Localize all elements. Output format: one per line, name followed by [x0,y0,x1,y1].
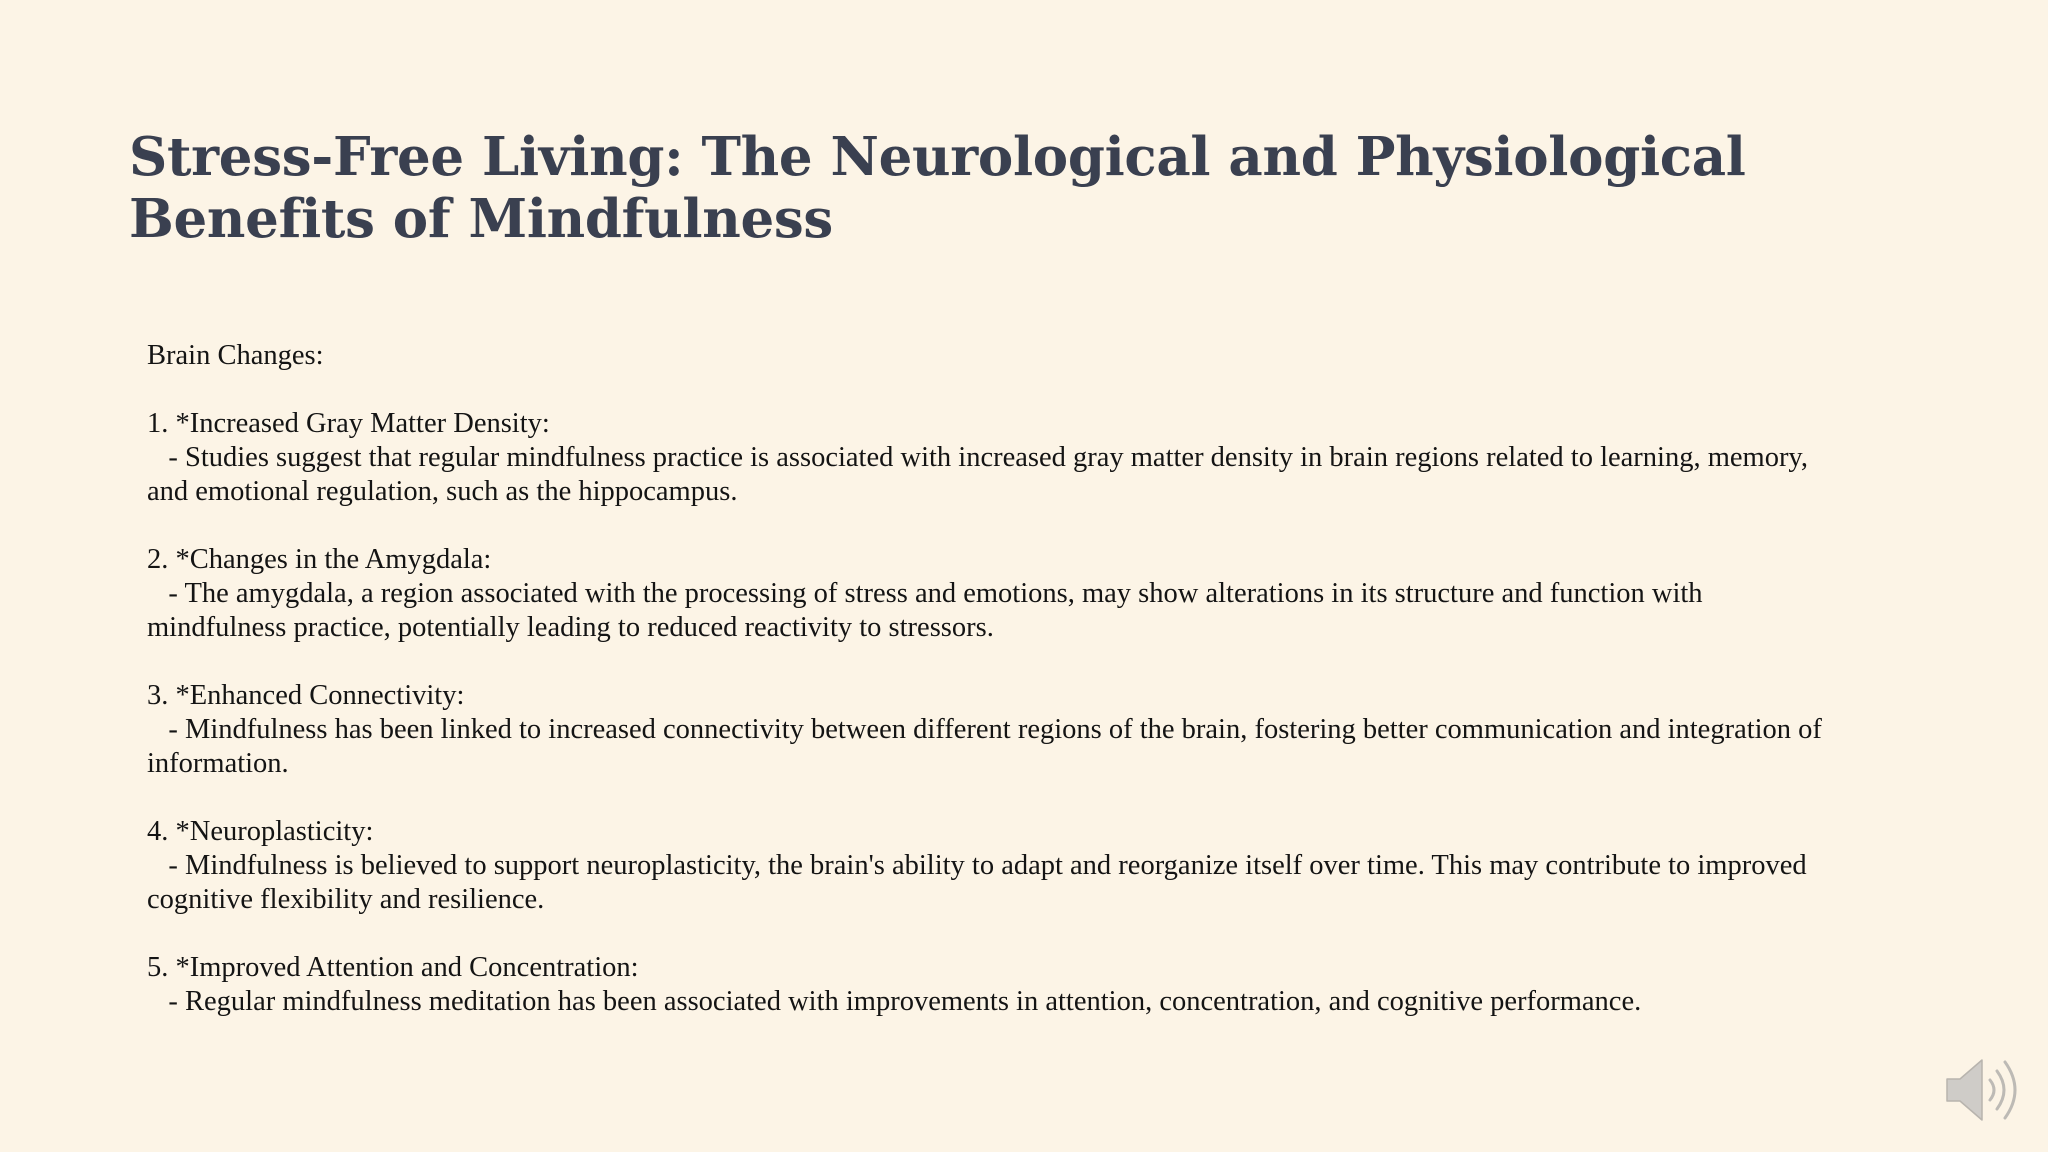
list-item-heading: 2. *Changes in the Amygdala: [147,544,492,575]
list-item-text: - Mindfulness has been linked to increased connectivity between different regions of the brain, fostering better communication and integration of information. [147,714,1830,779]
list-item-heading: 3. *Enhanced Connectivity: [147,680,465,711]
list-item-text: - Regular mindfulness meditation has been associated with improvements in attention, concentration, and cognitive performance. [147,986,1642,1017]
spacer [147,917,1827,951]
slide-body [147,339,1830,1019]
list-item-text: - Studies suggest that regular mindfulness practice is associated with increased gray matter density in brain regions related to learning, memory, and emotional regulation, such as the hippocampus. [147,442,1816,507]
spacer [147,645,1827,679]
list-item-heading: 5. *Improved Attention and Concentration: [147,952,639,983]
list-item [147,407,1827,509]
list-item [147,951,1827,1019]
spacer [147,509,1827,543]
spacer [147,373,1827,407]
list-item-heading: 1. *Increased Gray Matter Density: [147,408,550,439]
section-heading: Brain Changes: [147,340,324,371]
list-item [147,815,1827,917]
list-item-text: - The amygdala, a region associated with the processing of stress and emotions, may show alterations in its structure and function with mindfulness practice, potentially leading to reduced reactivity to stressors. [147,578,1710,643]
slide-title: Stress-Free Living: The Neurological and Physiological Benefits of Mindfulness [129,126,1746,250]
spacer [147,781,1827,815]
speaker-icon[interactable] [1945,1056,2027,1124]
list-item [147,679,1830,781]
list-item [147,543,1827,645]
list-item-text: - Mindfulness is believed to support neuroplasticity, the brain's ability to adapt and reorganize itself over time. This may contribute to improved cognitive flexibility and resilience. [147,850,1814,915]
list-item-heading: 4. *Neuroplasticity: [147,816,374,847]
